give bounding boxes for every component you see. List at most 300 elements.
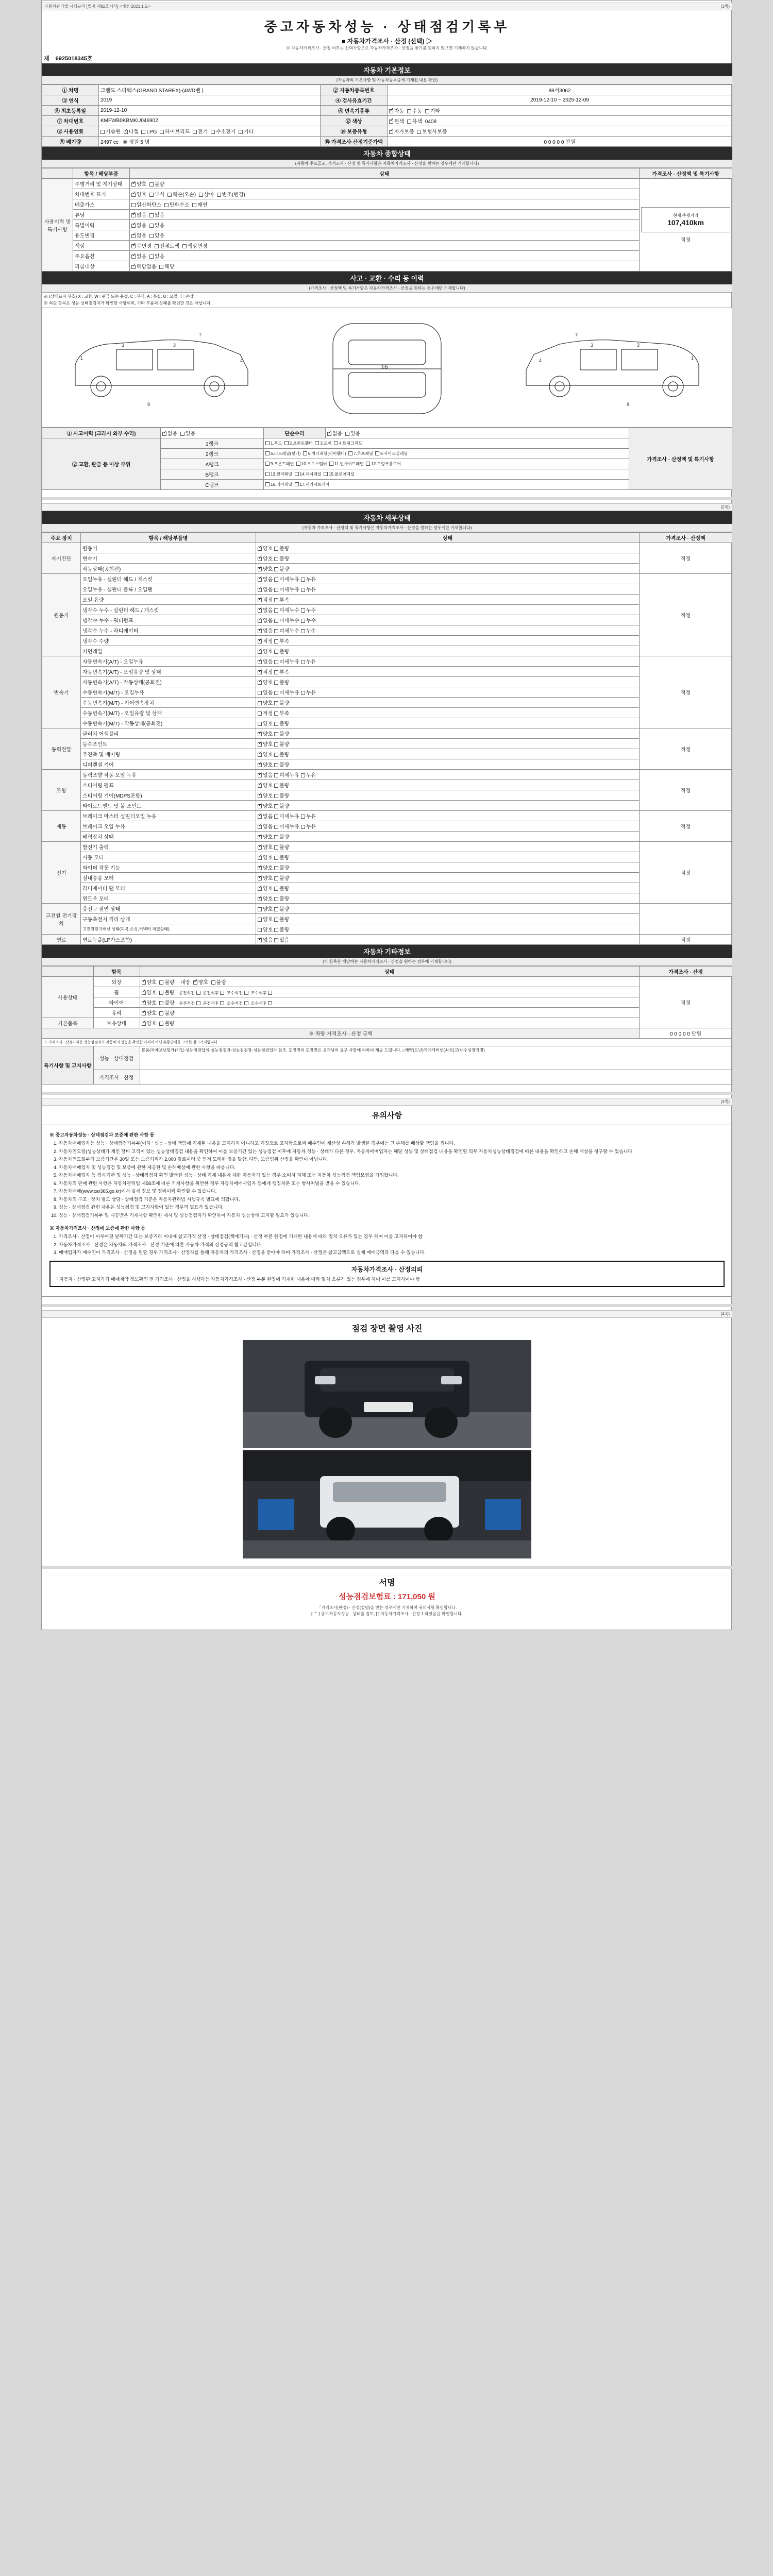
d80-cb1[interactable] [274,938,278,942]
d23-cb0[interactable] [258,691,262,695]
d60-cb1[interactable] [274,845,278,850]
part-3-0-checkbox[interactable] [265,472,270,476]
d12-cb0[interactable] [258,598,262,602]
detail-1-2-state[interactable] [256,595,640,605]
overall-0-bad-checkbox[interactable] [149,182,154,187]
overall-2-cb1[interactable] [164,203,169,207]
overall-3-cb1[interactable] [149,213,154,217]
part-1-1-checkbox[interactable] [303,451,307,455]
detail-7-2-name: 고전원전기배선 상태(피복,손상,커넥터 체결상태) [81,924,256,935]
tire-0-cb[interactable] [196,1001,200,1005]
fee-label: 성능점검보험료 : [339,1592,396,1602]
overall-1-cb1[interactable] [149,193,154,197]
fuel-hydrogen-checkbox[interactable] [211,130,215,134]
basics-cb0[interactable] [142,1022,146,1026]
d24-cb1[interactable] [274,701,278,705]
d71-cb0[interactable] [258,918,262,922]
d63-cb0[interactable] [258,876,262,880]
color-tinted-checkbox[interactable] [407,120,411,124]
accident-none-checkbox[interactable] [162,432,166,436]
d64-cb0[interactable] [258,887,262,891]
overall-0-opt-1: 불량 [154,182,165,188]
d12-o0: 적정 [263,598,273,603]
o1-cb0[interactable] [142,991,146,995]
o2-cb0[interactable] [142,1001,146,1005]
d43-cb1[interactable] [274,804,278,808]
part-2-2-checkbox[interactable] [329,462,333,466]
list-item: 2. 자동차가격조사 · 산정은 자동차의 가격조사 · 산정 기준에 따른 자동차 가격의 산정금액 참고값입니다. [59,1242,725,1249]
d72-cb1[interactable] [274,928,278,932]
detail-8-0-name: 연료누출(LP가스포함) [81,935,256,945]
d65-cb1[interactable] [274,897,278,901]
part-0-0-checkbox[interactable] [265,441,270,445]
o3-cb0[interactable] [142,1011,146,1015]
part-3-2-checkbox[interactable] [324,472,328,476]
fuel-diesel-checkbox[interactable] [124,130,128,134]
special-sub-2: 가격조사 · 산정 [93,1070,140,1084]
detail-1-0-state[interactable] [256,574,640,584]
detail-2-6-state[interactable] [256,718,640,728]
fuel-options[interactable] [99,126,321,137]
parts-items-4[interactable] [264,480,629,490]
part-2-3-checkbox[interactable] [366,462,370,466]
d12-cb1[interactable] [274,598,278,602]
d60-o0: 양호 [263,845,273,851]
d14-o2: 누수 [306,618,316,624]
detail-2-3-state[interactable] [256,687,640,698]
detail-6-0-state[interactable] [256,842,640,852]
overall-1-cb2[interactable] [167,193,172,197]
inspection-insurance-fee [42,1589,732,1604]
d15-cb1[interactable] [274,629,278,633]
section-accident-band: 사고 · 교환 · 수리 등 이력 [42,272,732,284]
d51-cb2[interactable] [301,825,305,829]
table-row [42,997,732,1008]
parts-items-2[interactable] [264,459,629,469]
overall-5-cb0[interactable] [131,234,136,238]
d23-cb2[interactable] [301,691,305,695]
trans-options[interactable] [388,106,732,116]
trans-manual-checkbox[interactable] [407,109,411,113]
part-2-0-checkbox[interactable] [265,462,270,466]
fuel-other-checkbox[interactable] [239,130,243,134]
d72-cb0[interactable] [258,928,262,932]
detail-right-1: 적정 [640,574,732,656]
guarantee-self-checkbox[interactable] [389,130,393,134]
part-0-2-checkbox[interactable] [315,441,319,445]
part-1-3-checkbox[interactable] [375,451,379,455]
detail-head-2: 상태 [256,533,640,543]
d13-cb2[interactable] [301,608,305,613]
detail-0-0-state[interactable] [256,543,640,553]
detail-right-4: 적정 [640,770,732,811]
tire-2-cb[interactable] [244,1001,248,1005]
d15-cb2[interactable] [301,629,305,633]
detail-1-4-state[interactable] [256,615,640,625]
o2-cb1[interactable] [159,1001,163,1005]
d16-cb0[interactable] [258,639,262,643]
d70-cb0[interactable] [258,907,262,911]
overall-8-cb1[interactable] [159,265,163,269]
other-2-name: 타이어 [93,997,140,1008]
detail-8-0-state[interactable] [256,935,640,945]
d22-cb1[interactable] [274,681,278,685]
o1-cb1[interactable] [159,991,163,995]
detail-3-1-state[interactable] [256,739,640,749]
d22-cb0[interactable] [258,681,262,685]
tire-3-cb[interactable] [268,1001,272,1005]
overall-group-header [42,168,73,179]
tire-1-cb[interactable] [220,1001,224,1005]
d33-cb0[interactable] [258,763,262,767]
detail-4-1-state[interactable] [256,780,640,790]
color-options[interactable] [388,116,732,126]
overall-6-cb2[interactable] [182,244,187,248]
overall-4-cb1[interactable] [149,224,154,228]
page4-bar [42,1310,732,1318]
d16-o1: 부족 [279,639,290,645]
detail-4-2-state[interactable] [256,790,640,801]
detail-7-1-state[interactable] [256,914,640,924]
d50-cb0[interactable] [258,815,262,819]
d65-cb0[interactable] [258,897,262,901]
other-2-state[interactable] [140,997,640,1008]
d20-cb2[interactable] [301,660,305,664]
d61-cb0[interactable] [258,856,262,860]
d41-cb0[interactable] [258,784,262,788]
overall-5-cb1[interactable] [149,234,154,238]
detail-2-0-state[interactable] [256,656,640,667]
d42-cb0[interactable] [258,794,262,798]
detail-1-7-state[interactable] [256,646,640,656]
d50-o0: 없음 [263,814,273,820]
d80-cb0[interactable] [258,938,262,942]
overall-7-opt-0: 없음 [137,254,147,260]
guarantee-insurer-checkbox[interactable] [417,130,421,134]
wheel-2-cb[interactable] [244,991,248,995]
d14-cb1[interactable] [274,619,278,623]
d17-cb0[interactable] [258,650,262,654]
d14-cb2[interactable] [301,619,305,623]
d51-cb0[interactable] [258,825,262,829]
part-3-1-checkbox[interactable] [295,472,299,476]
d42-o1: 불량 [279,793,290,799]
o0b-cb0[interactable] [193,980,197,985]
d51-o2: 누유 [306,824,316,830]
detail-1-3-state[interactable] [256,605,640,615]
disp-label: ⑨ 배기량 [42,137,99,147]
table-row [42,584,732,595]
overall-item-8: 리콜대상 [73,261,130,272]
table-row [42,935,732,945]
detail-0-2-state[interactable] [256,564,640,574]
detail-6-5-name: 윈도우 모터 [81,893,256,904]
fuel-gasoline-checkbox[interactable] [100,130,105,134]
d01-cb1[interactable] [274,557,278,561]
d13-cb0[interactable] [258,608,262,613]
overall-state-3[interactable] [130,210,640,220]
overall-state-5[interactable] [130,230,640,241]
fuel-electric-checkbox[interactable] [193,130,197,134]
detail-2-5-state[interactable] [256,708,640,718]
overall-2-cb2[interactable] [192,203,196,207]
parts-items-1[interactable] [264,449,629,459]
wheel-pos-1: 운전석후 [203,991,219,995]
d50-cb2[interactable] [301,815,305,819]
d00-cb0[interactable] [258,547,262,551]
d25-cb0[interactable] [258,711,262,716]
detail-group-6: 전기 [42,842,81,904]
trans-other-checkbox[interactable] [425,109,429,113]
d13-cb1[interactable] [274,608,278,613]
detail-6-1-name: 시동 모터 [81,852,256,862]
overall-3-cb0[interactable] [131,213,136,217]
d11-cb2[interactable] [301,588,305,592]
detail-5-1-state[interactable] [256,821,640,832]
vehicle-damage-diagram[interactable] [42,308,732,428]
detail-group-8: 연료 [42,935,81,945]
d52-cb1[interactable] [274,835,278,839]
other-info-table [42,966,732,1084]
doc-no-value: 6925018345호 [55,56,93,62]
inspection-photo-underbody[interactable] [243,1450,531,1558]
overall-1-cb3[interactable] [199,193,203,197]
d10-cb1[interactable] [274,578,278,582]
d14-cb0[interactable] [258,619,262,623]
part-1-2-checkbox[interactable] [348,451,352,455]
trans-auto-checkbox[interactable] [389,109,393,113]
d32-cb0[interactable] [258,753,262,757]
table-row [42,251,732,261]
wheel-0-cb[interactable] [196,991,200,995]
simple-yes-checkbox[interactable] [345,432,349,436]
d01-cb0[interactable] [258,557,262,561]
overall-state-0[interactable] [130,179,640,189]
overall-0-good-checkbox[interactable] [131,182,136,187]
detail-6-2-name: 와이퍼 작동 기능 [81,862,256,873]
detail-1-6-state[interactable] [256,636,640,646]
o0b-cb1[interactable] [211,980,215,985]
detail-3-2-state[interactable] [256,749,640,759]
d41-cb1[interactable] [274,784,278,788]
d11-cb0[interactable] [258,588,262,592]
detail-6-2-state[interactable] [256,862,640,873]
part-4-1-checkbox[interactable] [295,482,299,486]
detail-1-0-name: 오일누유 - 실린더 헤드 / 개스킷 [81,574,256,584]
detail-6-5-state[interactable] [256,893,640,904]
svg-text:4: 4 [539,358,542,363]
overall-2-cb0[interactable] [131,203,136,207]
basics-state[interactable] [140,1018,640,1028]
overall-item-4: 특별이력 [73,220,130,230]
overall-right-note [640,179,732,272]
price-band-text: ※ 차량 가격조사 · 산정 금액 [309,1031,373,1037]
d23-cb1[interactable] [274,691,278,695]
overall-6-cb1[interactable] [155,244,159,248]
detail-5-2-name: 배력장치 상태 [81,832,256,842]
parts-items-3[interactable] [264,469,629,480]
detail-3-0-name: 클러치 어셈블리 [81,728,256,739]
d20-cb0[interactable] [258,660,262,664]
detail-4-0-state[interactable] [256,770,640,780]
d10-cb2[interactable] [301,578,305,582]
detail-head-0: 주요 장치 [42,533,81,543]
d65-o0: 양호 [263,896,273,902]
d31-cb0[interactable] [258,742,262,747]
wheel-3-cb[interactable] [268,991,272,995]
d10-cb0[interactable] [258,578,262,582]
d02-cb1[interactable] [274,567,278,571]
d70-o1: 불량 [279,907,290,912]
d21-cb1[interactable] [274,670,278,674]
part-4-0-checkbox[interactable] [265,482,270,486]
overall-state-1[interactable] [130,189,640,199]
other-0-state[interactable] [140,977,640,987]
d24-cb0[interactable] [258,701,262,705]
d60-cb0[interactable] [258,845,262,850]
detail-4-3-state[interactable] [256,801,640,811]
part-0-3-checkbox[interactable] [334,441,338,445]
detail-1-1-state[interactable] [256,584,640,595]
d00-cb1[interactable] [274,547,278,551]
d11-cb1[interactable] [274,588,278,592]
d17-cb1[interactable] [274,650,278,654]
page-subtitle: ■ 자동차가격조사 · 산정 (선택) ▷ [342,38,432,45]
d61-cb1[interactable] [274,856,278,860]
overall-7-cb1[interactable] [149,255,154,259]
inspection-photo-front[interactable] [243,1340,531,1448]
o0-cb0[interactable] [142,980,146,985]
detail-3-3-state[interactable] [256,759,640,770]
d10-o0: 없음 [263,577,273,583]
wheel-1-cb[interactable] [220,991,224,995]
d21-cb0[interactable] [258,670,262,674]
d40-cb2[interactable] [301,773,305,777]
detail-group-3: 동력전달 [42,728,81,770]
color-plain-checkbox[interactable] [389,120,393,124]
other-1-state[interactable] [140,987,640,997]
d64-cb1[interactable] [274,887,278,891]
detail-6-3-state[interactable] [256,873,640,883]
detail-0-1-state[interactable] [256,553,640,564]
guarantee-options[interactable] [388,126,732,137]
d32-cb1[interactable] [274,753,278,757]
signature-declaration-title: 자동차가격조사 · 산정의뢰 [351,1265,423,1273]
other-3-state[interactable] [140,1008,640,1018]
part-0-1-checkbox[interactable] [284,441,289,445]
fuel-lpg-checkbox[interactable] [141,130,145,134]
overall-8-cb0[interactable] [131,265,136,269]
d31-cb1[interactable] [274,742,278,747]
d15-cb0[interactable] [258,629,262,633]
part-1-0-checkbox[interactable] [265,451,270,455]
overall-item-0: 주행거리 및 계기상태 [73,179,130,189]
d26-cb1[interactable] [274,722,278,726]
detail-6-4-state[interactable] [256,883,640,893]
overall-1-cb0[interactable] [131,193,136,197]
detail-7-2-state[interactable] [256,924,640,935]
accident-opt-0: 없음 [167,431,178,437]
detail-7-0-state[interactable] [256,904,640,914]
table-row [42,780,732,790]
accident-yes-checkbox[interactable] [180,432,184,436]
o3-cb1[interactable] [159,1011,163,1015]
d62-cb0[interactable] [258,866,262,870]
o0-cb1[interactable] [159,980,163,985]
d50-cb1[interactable] [274,815,278,819]
overall-1-cb4[interactable] [217,193,221,197]
d72-o1: 불량 [279,927,290,933]
detail-head-1: 항목 / 해당부품명 [81,533,256,543]
d42-cb1[interactable] [274,794,278,798]
overall-state-7[interactable] [130,251,640,261]
detail-3-0-state[interactable] [256,728,640,739]
d70-cb1[interactable] [274,907,278,911]
d02-cb0[interactable] [258,567,262,571]
d71-cb1[interactable] [274,918,278,922]
overall-state-6[interactable] [130,241,640,251]
overall-6-cb0[interactable] [131,244,136,248]
page-number-1: (1쪽) [720,4,730,9]
detail-5-0-state[interactable] [256,811,640,821]
d71-o1: 불량 [279,917,290,923]
simple-none-checkbox[interactable] [327,432,331,436]
detail-2-2-state[interactable] [256,677,640,687]
d40-cb0[interactable] [258,773,262,777]
d26-o0: 양호 [263,721,273,727]
d63-cb1[interactable] [274,876,278,880]
part-2-1-checkbox[interactable] [296,462,300,466]
d25-cb1[interactable] [274,711,278,716]
overall-state-8[interactable] [130,261,640,272]
accident-options[interactable] [161,428,264,438]
detail-1-5-state[interactable] [256,625,640,636]
overall-7-cb0[interactable] [131,255,136,259]
guarantee-opt-1: 보험사보증 [422,129,447,135]
d51-o1: 미세누유 [279,824,299,830]
d16-cb1[interactable] [274,639,278,643]
detail-2-5-name: 수동변속기(M/T) - 오일유량 및 상태 [81,708,256,718]
d52-cb0[interactable] [258,835,262,839]
d43-cb0[interactable] [258,804,262,808]
detail-2-4-state[interactable] [256,698,640,708]
d20-cb1[interactable] [274,660,278,664]
table-row [42,574,732,584]
d51-cb1[interactable] [274,825,278,829]
fuel-hybrid-checkbox[interactable] [160,130,164,134]
d62-cb1[interactable] [274,866,278,870]
overall-0-opt-0: 양호 [137,182,147,188]
detail-2-1-state[interactable] [256,667,640,677]
d30-cb0[interactable] [258,732,262,736]
d33-cb1[interactable] [274,763,278,767]
part-2-3: 12.트렁크플로어 [371,462,401,466]
basics-cb1[interactable] [159,1022,163,1026]
section-basic-info-band: 자동차 기본정보 [42,63,732,76]
overall-state-2[interactable] [130,199,640,210]
parts-rank-0: 1랭크 [161,438,264,449]
simple-repair-options[interactable] [326,428,629,438]
overall-state-4[interactable] [130,220,640,230]
trans-label: ⑥ 변속기종류 [321,106,388,116]
d40-cb1[interactable] [274,773,278,777]
parts-items-0[interactable] [264,438,629,449]
d26-cb0[interactable] [258,722,262,726]
overall-4-cb0[interactable] [131,224,136,228]
detail-6-1-state[interactable] [256,852,640,862]
detail-5-2-state[interactable] [256,832,640,842]
d30-cb1[interactable] [274,732,278,736]
